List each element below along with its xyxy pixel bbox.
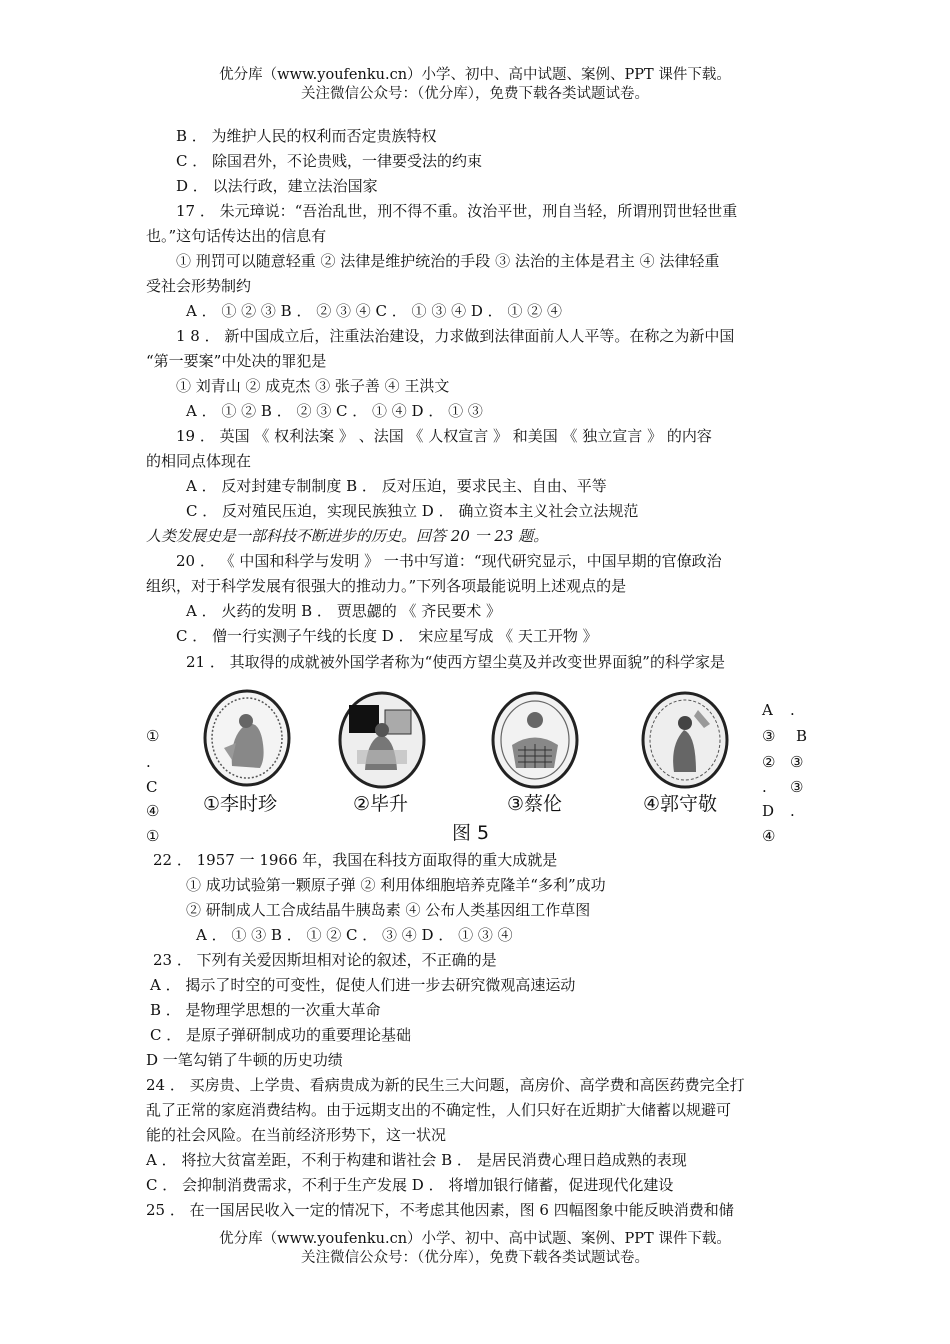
- text-line: 组织，对于科学发展有很强大的推动力。”下列各项最能说明上述观点的是: [146, 577, 627, 595]
- options: A ． 揭示了时空的可变性，促使人们进一步去研究微观高速运动: [150, 976, 576, 994]
- options: A ． ① ② ③ B ． ② ③ ④ C ． ① ③ ④ D ． ① ② ④: [186, 302, 562, 320]
- option-fragment: C: [146, 778, 158, 796]
- figure-caption: 图 5: [452, 822, 490, 844]
- options: A ． ① ② B ． ② ③ C ． ① ④ D ． ① ③: [186, 402, 483, 420]
- question-23: 23 ． 下列有关爱因斯坦相对论的叙述，不正确的是: [153, 951, 497, 969]
- options: A ． 反对封建专制制度 B ． 反对压迫，要求民主、自由、平等: [186, 477, 607, 495]
- footer-line-2: 关注微信公众号：（优分库），免费下载各类试题试卷。: [301, 1250, 649, 1266]
- question-21: 21 ． 其取得的成就被外国学者称为“使西方望尘莫及并改变世界面貌”的科学家是: [186, 653, 725, 671]
- text-line: ① 成功试验第一颗原子弹 ② 利用体细胞培养克隆羊“多利”成功: [186, 876, 606, 894]
- text-line: C ． 除国君外，不论贵贱，一律要受法的约束: [176, 152, 483, 170]
- option-fragment: .: [790, 701, 795, 719]
- question-18: 1 8 ． 新中国成立后，注重法治建设，力求做到法律面前人人平等。在称之为新中国: [176, 327, 735, 345]
- options: A ． 将拉大贫富差距，不利于构建和谐社会 B ． 是居民消费心理日趋成熟的表现: [146, 1151, 687, 1169]
- coin-image: [490, 690, 580, 790]
- coin-image: [337, 690, 427, 790]
- option-fragment: D: [762, 802, 775, 820]
- text-line: D ． 以法行政，建立法治国家: [176, 177, 378, 195]
- option-fragment: ②: [762, 753, 776, 771]
- options: C ． 反对殖民压迫，实现民族独立 D ． 确立资本主义社会立法规范: [186, 502, 639, 520]
- section-intro: 人类发展史是一部科技不断进步的历史。回答 20 一 23 题。: [146, 527, 549, 545]
- options: C ． 是原子弹研制成功的重要理论基础: [150, 1026, 412, 1044]
- option-fragment: .: [146, 753, 151, 771]
- coin-label: ④郭守敬: [643, 793, 718, 815]
- text-line: 受社会形势制约: [146, 277, 252, 295]
- options: A ． ① ③ B ． ① ② C ． ③ ④ D ． ① ③ ④: [196, 926, 513, 944]
- footer-line-1: 优分库（www.youfenku.cn）小学、初中、高中试题、案例、PPT 课件下载。: [219, 1231, 731, 1247]
- text-line: 也。”这句话传达出的信息有: [146, 227, 327, 245]
- option-fragment: B: [796, 727, 808, 745]
- options: B ． 是物理学思想的一次重大革命: [150, 1001, 381, 1019]
- options: D 一笔勾销了牛顿的历史功绩: [146, 1051, 343, 1069]
- question-24: 24 ． 买房贵、上学贵、看病贵成为新的民生三大问题，高房价、高学费和高医药费完全打: [146, 1076, 745, 1094]
- options: C ． 会抑制消费需求，不利于生产发展 D ． 将增加银行储蓄，促进现代化建设: [146, 1176, 674, 1194]
- coin-label: ③蔡伦: [507, 793, 563, 815]
- option-fragment: A: [762, 701, 773, 719]
- header-line-2: 关注微信公众号：（优分库），免费下载各类试题试卷。: [301, 86, 649, 102]
- option-fragment: ④: [146, 802, 160, 820]
- option-fragment: .: [790, 802, 795, 820]
- coin-label: ②毕升: [353, 793, 409, 815]
- coin-label: ①李时珍: [203, 793, 278, 815]
- option-fragment: ①: [146, 827, 160, 845]
- question-20: 20 ． 《 中国和科学与发明 》 一书中写道：“现代研究显示，中国早期的官僚政治: [176, 552, 722, 570]
- coin-image: [640, 690, 730, 790]
- header-line-1: 优分库（www.youfenku.cn）小学、初中、高中试题、案例、PPT 课件下载。: [219, 67, 731, 83]
- option-fragment: ④: [762, 827, 776, 845]
- question-17: 17 ． 朱元璋说：“吾治乱世，刑不得不重。汝治平世，刑自当轻，所谓刑罚世轻世重: [176, 202, 738, 220]
- text-line: 能的社会风险。在当前经济形势下，这一状况: [146, 1126, 447, 1144]
- text-line: 乱了正常的家庭消费结构。由于远期支出的不确定性，人们只好在近期扩大储蓄以规避可: [146, 1101, 732, 1119]
- question-22: 22 ． 1957 一 1966 年，我国在科技方面取得的重大成就是: [153, 851, 558, 869]
- text-line: “第一要案”中处决的罪犯是: [146, 352, 327, 370]
- text-line: ① 刘青山 ② 成克杰 ③ 张子善 ④ 王洪文: [176, 377, 450, 395]
- options: A ． 火药的发明 B ． 贾思勰的 《 齐民要术 》: [186, 602, 502, 620]
- text-line: B ． 为维护人民的权利而否定贵族特权: [176, 127, 437, 145]
- text-line: ① 刑罚可以随意轻重 ② 法律是维护统治的手段 ③ 法治的主体是君主 ④ 法律轻重: [176, 252, 720, 270]
- question-19: 19 ． 英国 《 权利法案 》 、法国 《 人权宣言 》 和美国 《 独立宣言 》 的内容: [176, 427, 712, 445]
- option-fragment: ③: [762, 727, 776, 745]
- question-25: 25 ． 在一国居民收入一定的情况下，不考虑其他因素，图 6 四幅图象中能反映消费和储: [146, 1201, 734, 1219]
- option-fragment: ③: [790, 778, 804, 796]
- options: C ． 僧一行实测子午线的长度 D ． 宋应星写成 《 天工开物 》: [176, 627, 598, 645]
- text-line: ② 研制成人工合成结晶牛胰岛素 ④ 公布人类基因组工作草图: [186, 901, 591, 919]
- option-fragment: ③: [790, 753, 804, 771]
- option-fragment: .: [762, 778, 767, 796]
- text-line: 的相同点体现在: [146, 452, 252, 470]
- coin-image: [202, 688, 292, 788]
- option-fragment: ①: [146, 727, 160, 745]
